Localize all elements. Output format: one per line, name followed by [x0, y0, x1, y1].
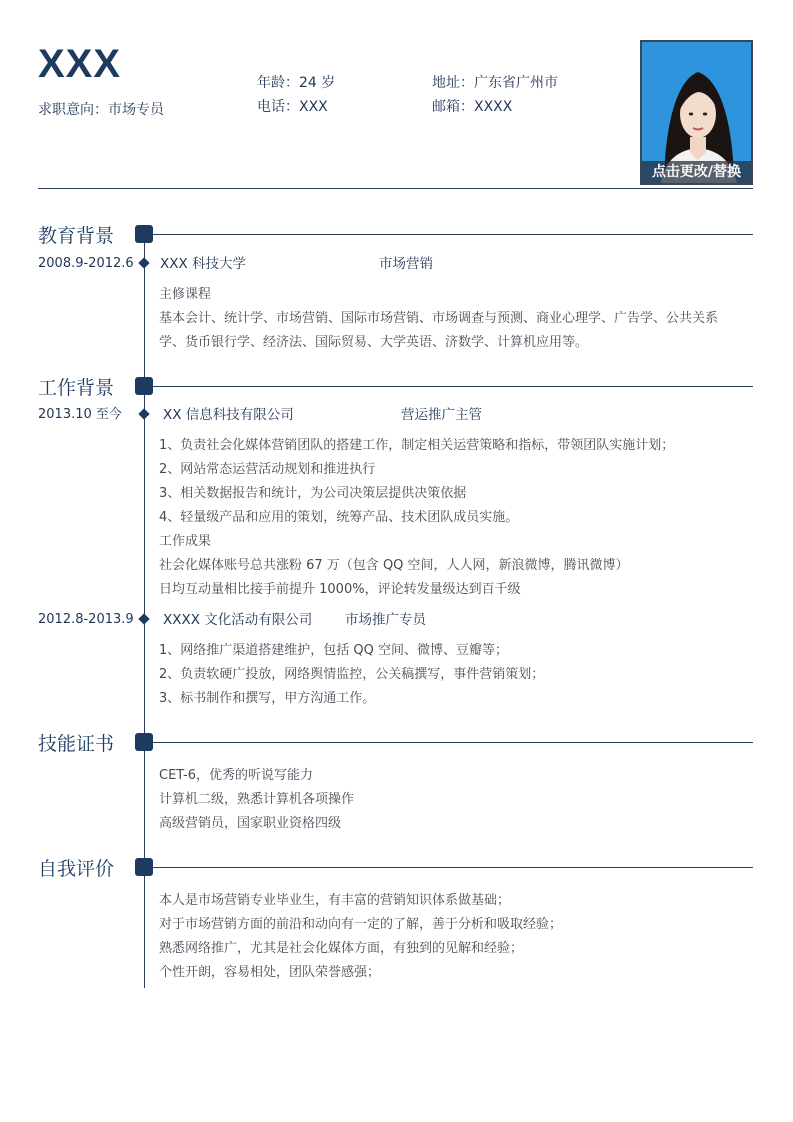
section-marker: [135, 733, 153, 751]
job-position: 营运推广主管: [401, 407, 482, 423]
section-marker: [135, 377, 153, 395]
job-date: 2012.8-2013.9: [38, 612, 134, 627]
self-eval-line: 个性开朗，容易相处，团队荣誉感强；: [159, 965, 381, 980]
section-rule: [153, 234, 753, 235]
company-name: XXXX 文化活动有限公司: [163, 612, 313, 628]
job-date: 2013.10 至今: [38, 407, 122, 422]
job-duty: 1、负责社会化媒体营销团队的搭建工作，制定相关运营策略和指标，带领团队实施计划；: [159, 438, 675, 453]
section-rule: [153, 867, 753, 868]
section-title-self-eval: 自我评价: [38, 858, 115, 880]
section-rule: [153, 742, 753, 743]
job-duty: 3、相关数据报告和统计，为公司决策层提供决策依据: [159, 486, 467, 501]
achievement: 日均互动量相比接手前提升 1000%，评论转发量级达到百千级: [159, 582, 521, 597]
skill-item: CET-6，优秀的听说写能力: [159, 768, 314, 783]
courses-label: 主修课程: [159, 287, 212, 302]
education-date: 2008.9-2012.6: [38, 256, 134, 271]
section-marker: [135, 225, 153, 243]
job-duty: 4、轻量级产品和应用的策划，统筹产品、技术团队成员实施。: [159, 510, 519, 525]
school-name: XXX 科技大学: [160, 256, 247, 272]
candidate-name: XXX: [38, 42, 122, 86]
timeline-diamond-icon: [138, 257, 149, 268]
job-duty: 1、网络推广渠道搭建维护，包括 QQ 空间、微博、豆瓣等；: [159, 643, 509, 658]
skill-item: 高级营销员，国家职业资格四级: [159, 816, 342, 831]
self-eval-line: 本人是市场营销专业毕业生，有丰富的营销知识体系做基础；: [159, 893, 511, 908]
photo-replace-caption[interactable]: 点击更改/替换: [642, 161, 751, 183]
courses-line: 基本会计、统计学、市场营销、国际市场营销、市场调查与预测、商业心理学、广告学、公共关系: [159, 311, 719, 326]
self-eval-line: 对于市场营销方面的前沿和动向有一定的了解，善于分析和吸取经验；: [159, 917, 563, 932]
job-position: 市场推广专员: [345, 612, 426, 628]
self-eval-line: 熟悉网络推广，尤其是社会化媒体方面，有独到的见解和经验；: [159, 941, 524, 956]
achievements-label: 工作成果: [159, 534, 212, 549]
address: 地址：广东省广州市: [432, 75, 558, 91]
section-title-skills: 技能证书: [38, 733, 115, 755]
job-duty: 2、负责软硬广投放，网络舆情监控，公关稿撰写，事件营销策划；: [159, 667, 545, 682]
major: 市场营销: [379, 256, 433, 272]
section-title-education: 教育背景: [38, 225, 115, 247]
job-duty: 3、标书制作和撰写，甲方沟通工作。: [159, 691, 376, 706]
job-duty: 2、网站常态运营活动规划和推进执行: [159, 462, 376, 477]
timeline-diamond-icon: [138, 408, 149, 419]
courses-line: 学、货币银行学、经济法、国际贸易、大学英语、济数学、计算机应用等。: [159, 335, 589, 350]
achievement: 社会化媒体账号总共涨粉 67 万（包含 QQ 空间，人人网，新浪微博，腾讯微博）: [159, 558, 629, 573]
job-intent: 求职意向：市场专员: [38, 102, 164, 118]
section-title-work: 工作背景: [38, 377, 115, 399]
profile-photo[interactable]: [640, 40, 753, 185]
email: 邮箱：XXXX: [432, 99, 513, 115]
age: 年龄：24 岁: [257, 75, 336, 91]
phone: 电话：XXX: [257, 99, 328, 115]
section-rule: [153, 386, 753, 387]
section-marker: [135, 858, 153, 876]
timeline-diamond-icon: [138, 613, 149, 624]
skill-item: 计算机二级，熟悉计算机各项操作: [159, 792, 355, 807]
company-name: XX 信息科技有限公司: [163, 407, 294, 423]
header-divider: [38, 188, 753, 189]
